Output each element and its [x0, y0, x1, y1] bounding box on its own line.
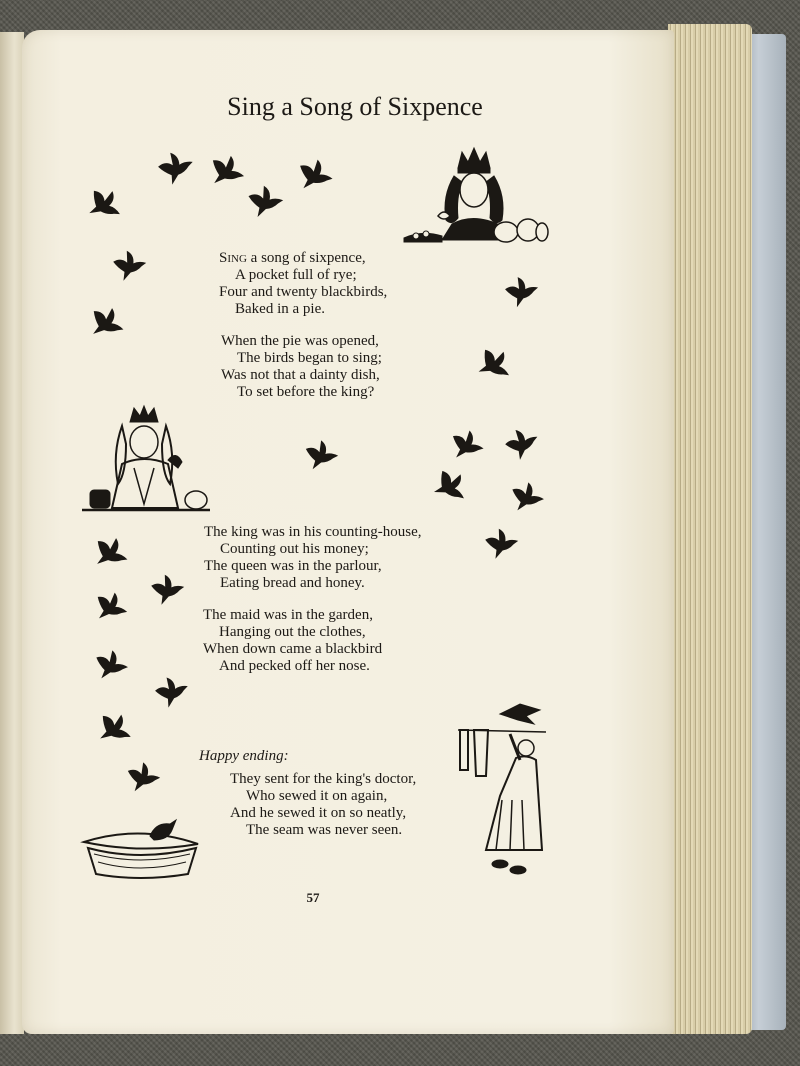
king-counting-money-icon [402, 146, 548, 244]
blackbird-icon [293, 154, 339, 194]
stanza-2-line-1: When the pie was opened, [221, 333, 379, 349]
stanza-1-line-2: A pocket full of rye; [235, 267, 357, 283]
blackbird-icon [93, 708, 139, 748]
stanza-3-line-1: The king was in his counting-house, [204, 524, 422, 540]
blackbird-icon [473, 344, 519, 384]
maid-hanging-clothes-icon [456, 700, 550, 878]
stanza-5-line-4: The seam was never seen. [246, 822, 403, 838]
blackbird-icon [89, 586, 135, 626]
blackbird-icon [479, 522, 525, 562]
stanza-1 [219, 250, 387, 318]
blackbird-icon [89, 644, 135, 684]
blackbird-icon [299, 434, 345, 474]
blackbird-icon [505, 476, 551, 516]
ending-label: Happy ending: [199, 748, 289, 764]
stanza-4-line-4: And pecked off her nose. [219, 658, 370, 674]
blackbird-pie-icon [80, 818, 204, 880]
stanza-2-line-2: The birds began to sing; [237, 350, 382, 366]
stanza-1-line-4: Baked in a pie. [235, 301, 325, 317]
blackbird-icon [89, 532, 135, 572]
blackbird-icon [149, 670, 195, 710]
stanza-3-line-2: Counting out his money; [220, 541, 369, 557]
stanza-5-line-2: Who sewed it on again, [246, 788, 388, 804]
blackbird-icon [83, 184, 129, 224]
stanza-1-line-3: Four and twenty blackbirds, [219, 284, 388, 300]
stanza-3-line-3: The queen was in the parlour, [204, 558, 382, 574]
blackbird-icon [121, 756, 167, 796]
stanza-4-line-3: When down came a blackbird [203, 641, 383, 657]
blackbird-icon [445, 424, 491, 464]
stanza-2-line-3: Was not that a dainty dish, [221, 367, 380, 383]
stanza-4-line-1: The maid was in the garden, [203, 607, 373, 623]
blackbird-icon [145, 568, 191, 608]
stanza-3-line-4: Eating bread and honey. [220, 575, 365, 591]
stanza-4 [203, 607, 382, 675]
stanza-1-line-1: Sing a song of sixpence, [219, 250, 366, 266]
stanza-5-line-1: They sent for the king's doctor, [230, 771, 417, 787]
blackbird-icon [243, 180, 289, 220]
stanza-5-line-3: And he sewed it on so neatly, [230, 805, 407, 821]
blackbird-icon [107, 244, 153, 284]
stanza-4-line-2: Hanging out the clothes, [219, 624, 366, 640]
blackbird-icon [499, 270, 545, 310]
blackbird-icon [85, 302, 131, 342]
page-title: Sing a Song of Sixpence [227, 92, 483, 121]
stanza-2 [221, 333, 382, 401]
blackbird-icon [153, 146, 199, 186]
page-number: 57 [306, 890, 320, 905]
stanza-2-line-4: To set before the king? [237, 384, 375, 400]
blackbird-icon [429, 466, 475, 506]
left-page-edge [0, 32, 24, 1034]
blackbird-icon [499, 422, 545, 462]
stanza-5 [230, 771, 416, 839]
page-stack-edge [668, 24, 752, 1034]
drop-word: Sing [219, 250, 247, 266]
stanza-3 [204, 524, 421, 592]
queen-eating-bread-icon [82, 404, 212, 514]
